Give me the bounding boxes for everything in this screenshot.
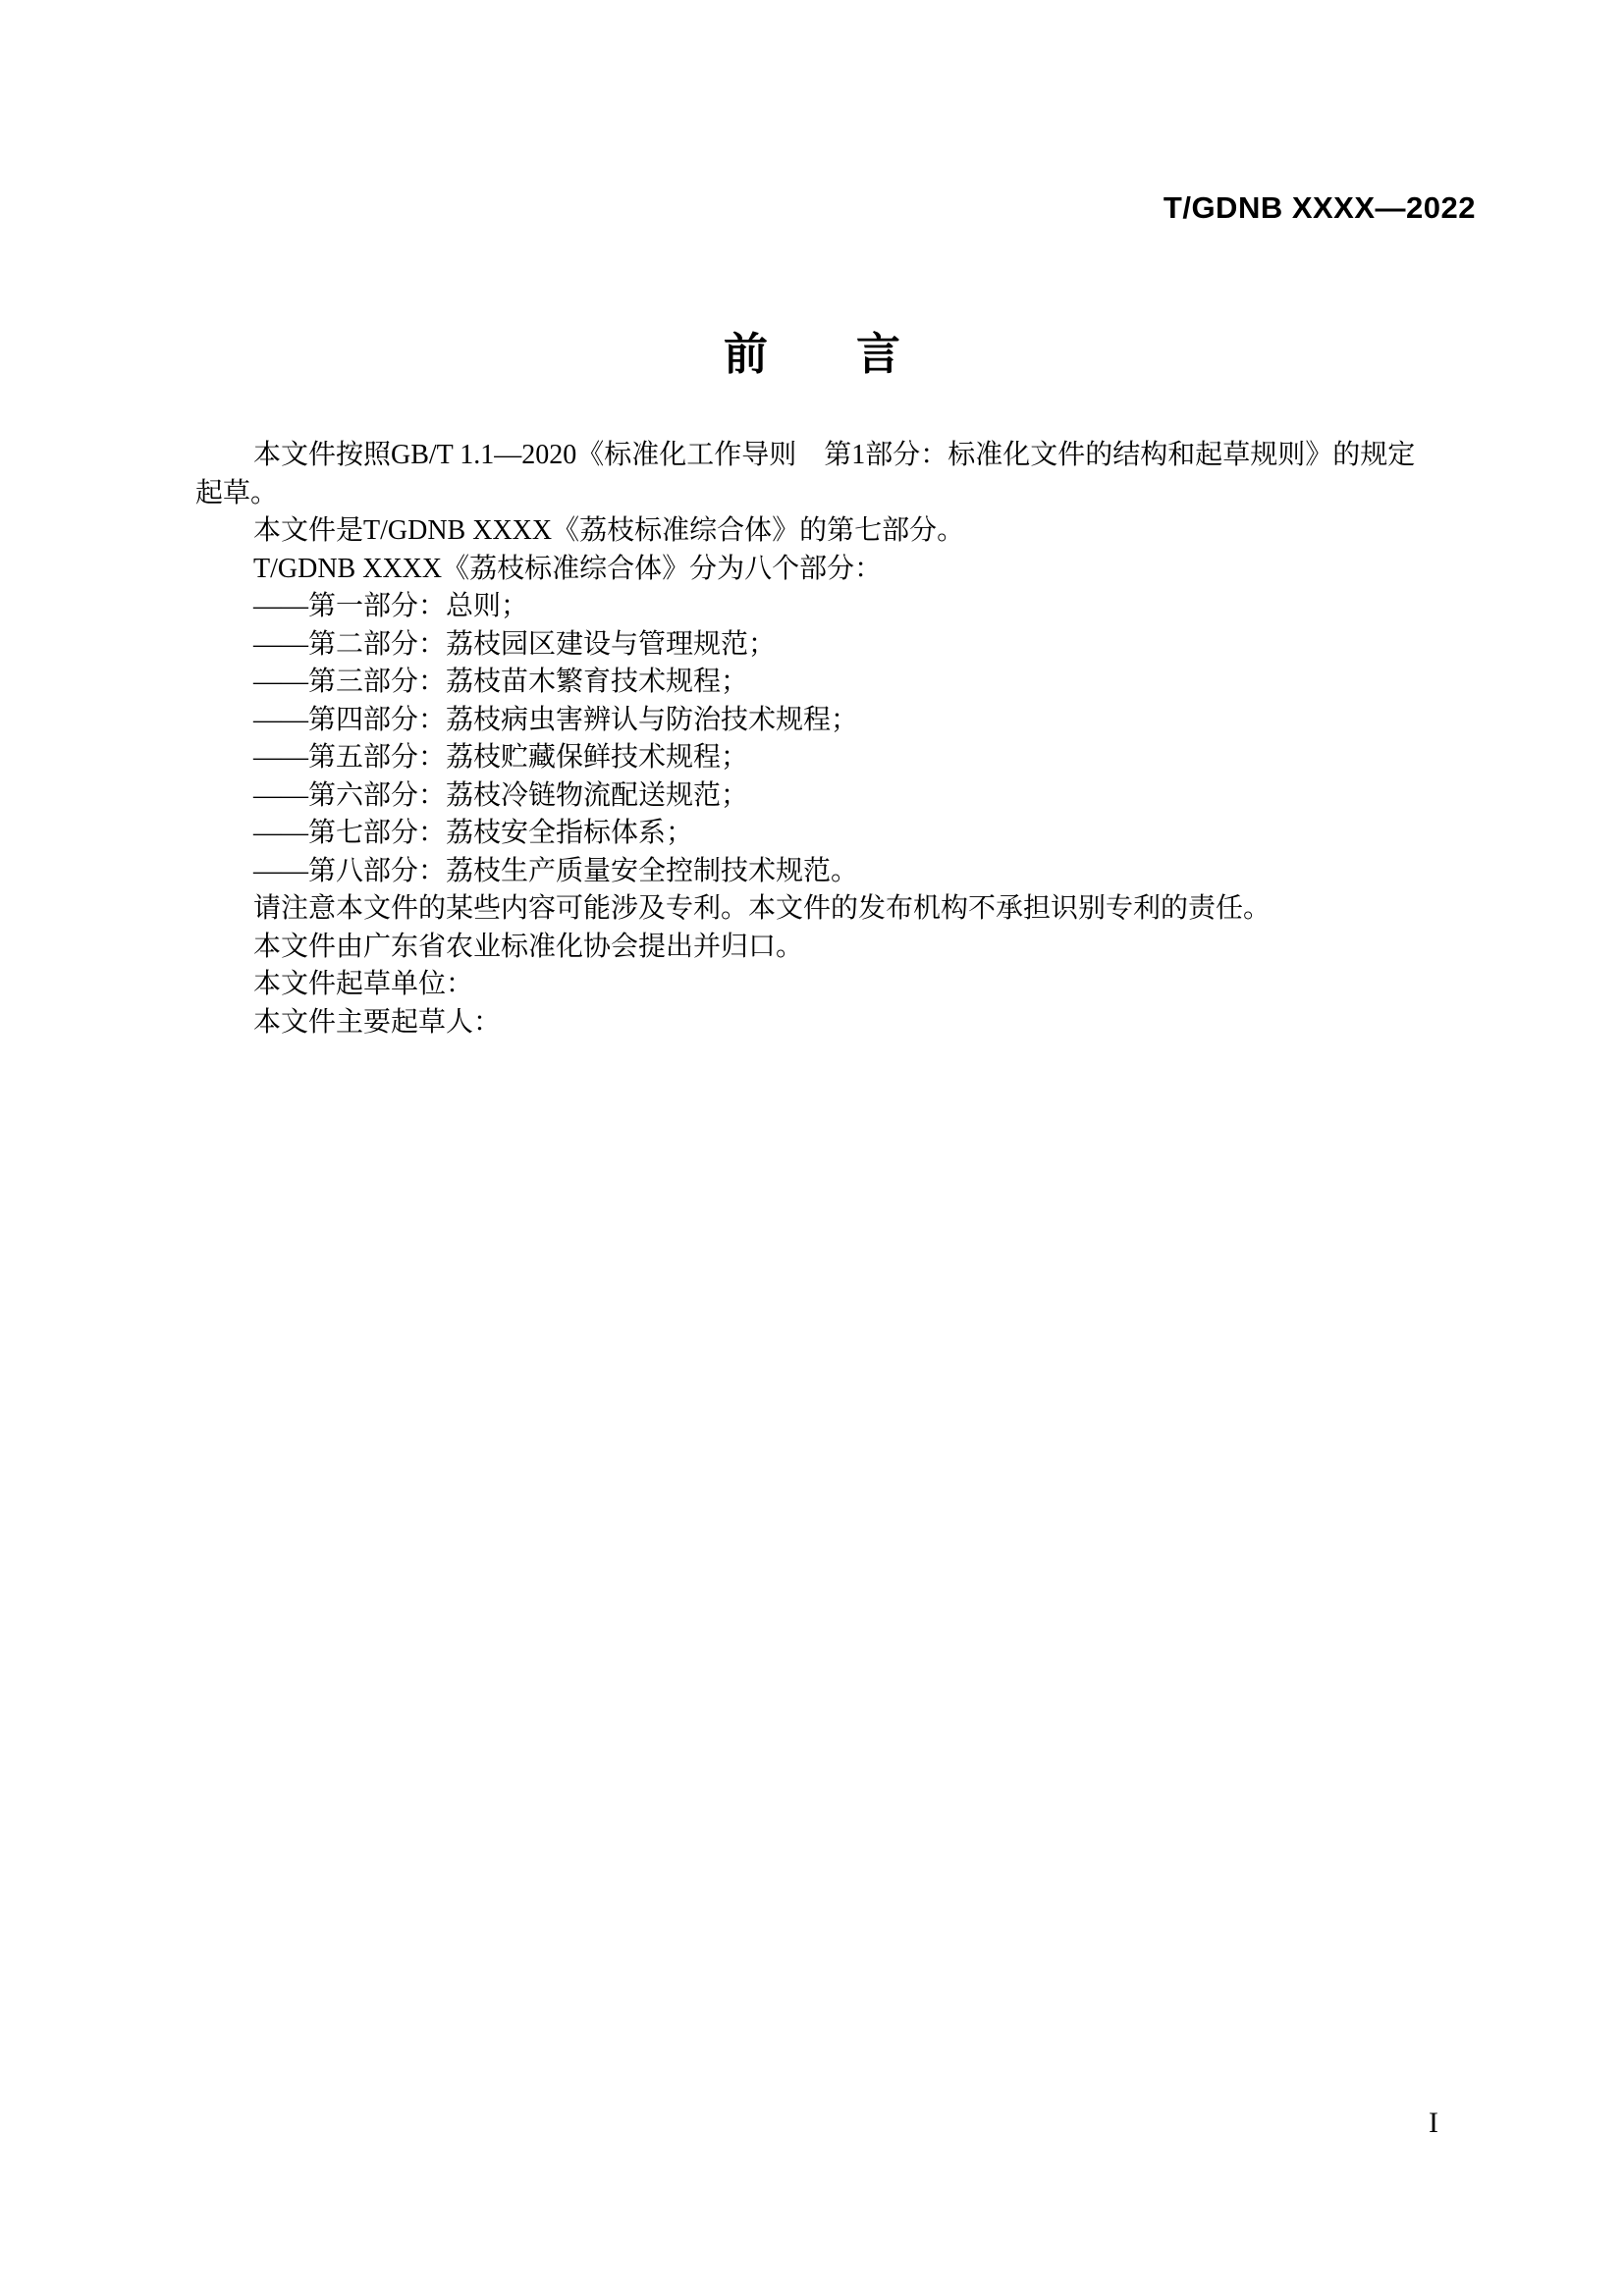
header-standard-code: T/GDNB XXXX—2022 (1163, 190, 1476, 225)
foreword-line: 本文件按照GB/T 1.1—2020《标准化工作导则 第1部分：标准化文件的结构和起草规则》的规定 (253, 440, 1416, 470)
foreword-body (195, 437, 1506, 1041)
foreword-part-item: ——第六部分：荔枝冷链物流配送规范； (253, 779, 749, 811)
foreword-line: 本文件是T/GDNB XXXX《荔枝标准综合体》的第七部分。 (253, 515, 965, 546)
foreword-line: 本文件由广东省农业标准化协会提出并归口。 (253, 931, 804, 962)
foreword-line: 本文件主要起草人： (253, 1006, 502, 1038)
foreword-line: 本文件起草单位： (253, 969, 474, 999)
foreword-line: T/GDNB XXXX《荔枝标准综合体》分为八个部分： (253, 553, 883, 584)
foreword-part-item: ——第三部分：荔枝苗木繁育技术规程； (253, 667, 749, 697)
foreword-part-item: ——第一部分：总则； (253, 591, 529, 621)
foreword-part-item: ——第二部分：荔枝园区建设与管理规范； (253, 628, 777, 660)
foreword-line: 起草。 (195, 477, 279, 508)
foreword-part-item: ——第五部分：荔枝贮藏保鲜技术规程； (253, 742, 749, 773)
page-number: I (1429, 2107, 1438, 2139)
foreword-part-item: ——第七部分：荔枝安全指标体系； (253, 818, 694, 848)
foreword-line: 请注意本文件的某些内容可能涉及专利。本文件的发布机构不承担识别专利的责任。 (253, 893, 1272, 924)
page-title: 前言 (723, 329, 989, 379)
foreword-part-item: ——第四部分：荔枝病虫害辨认与防治技术规程； (253, 704, 859, 735)
foreword-part-item: ——第八部分：荔枝生产质量安全控制技术规范。 (253, 855, 859, 886)
